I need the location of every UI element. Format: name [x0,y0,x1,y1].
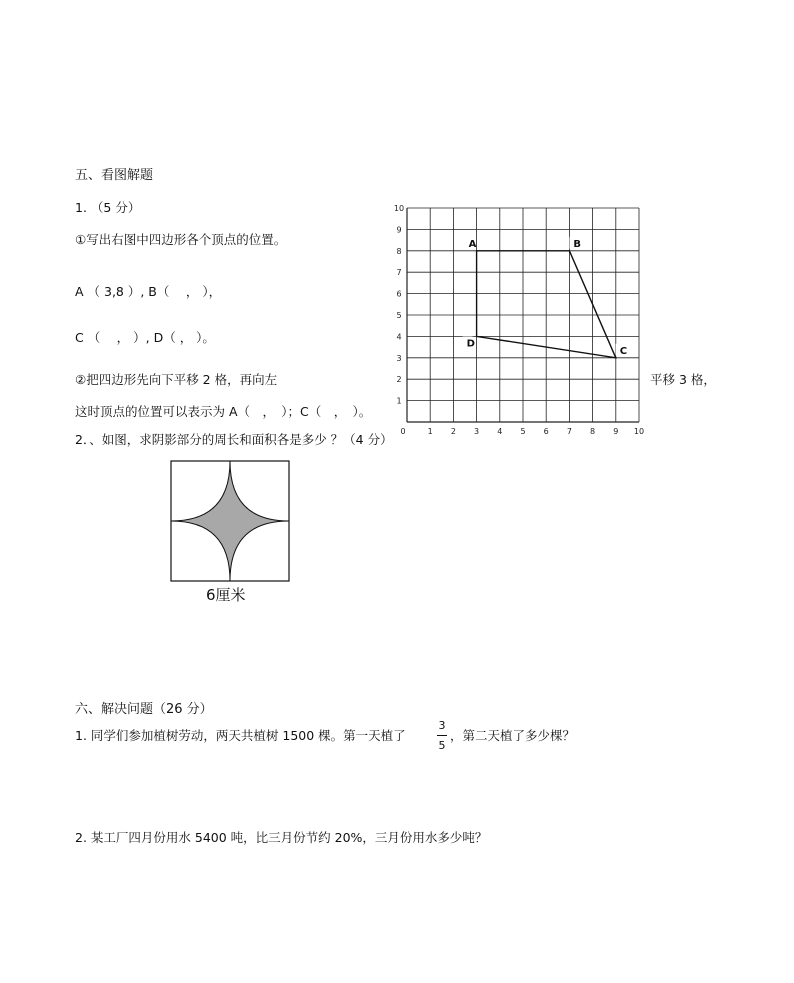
coordinate-grid [380,196,650,440]
y-tick-label: 9 [396,225,402,235]
shaded-star-figure [170,460,292,584]
x-tick-label: 4 [497,427,503,436]
answer-line-ab: A （ 3,8 ）, B（ ， ）， [75,284,222,299]
vertex-label-a: A [468,238,477,250]
question-2-text: 2．、如图，求阴影部分的周长和面积各是多少 ？（4 分） [75,432,393,447]
y-tick-label: 10 [393,204,405,213]
problem-2-text: 2. 某工厂四月份用水 5400 吨，比三月份节约 20%，三月份用水多少吨？ [75,830,488,845]
answer-line-cd: C （ ， ）, D（ ， ）。 [75,330,215,345]
vertex-label-d: D [466,338,475,350]
section-5-title: 五、看图解题 [75,168,154,183]
y-tick-label: 2 [396,375,402,385]
x-tick-label: 9 [613,427,619,436]
x-tick-label: 10 [633,427,645,436]
y-tick-label: 5 [396,311,402,320]
question-1-instruction-2-left: ②把四边形先向下平移 2 格，再向左 [75,372,278,387]
y-tick-label: 1 [396,396,402,406]
question-1-label: 1. （5 分） [75,200,141,215]
y-tick-label: 3 [396,353,402,363]
y-tick-label: 4 [396,332,402,342]
y-tick-label: 8 [396,246,402,256]
x-tick-label: 5 [520,427,526,436]
x-tick-label: 8 [590,427,596,436]
x-tick-label: 2 [450,427,456,436]
problem-1-text-after: ，第二天植了多少棵？ [450,728,576,743]
question-1-answer-line: 这时顶点的位置可以表示为 A（ ， ）；C（ ， ）。 [75,404,372,419]
question-1-instruction-2-right: 平移 3 格， [650,372,716,387]
problem-1-text-before: 1. 同学们参加植树劳动，两天共植树 1500 棵。第一天植了 [75,728,406,743]
fraction-denominator: 5 [438,739,446,752]
x-tick-label: 0 [400,427,406,436]
x-tick-label: 7 [566,427,572,436]
y-tick-label: 6 [396,289,402,299]
fraction-numerator: 3 [438,719,446,732]
vertex-label-c: C [619,345,628,357]
y-tick-label: 7 [396,268,402,278]
vertex-label-b: B [573,238,582,250]
fraction-bar [437,735,447,736]
x-tick-label: 1 [427,427,433,436]
figure-side-label: 6厘米 [206,586,246,604]
question-1-instruction-1: ①写出右图中四边形各个顶点的位置。 [75,232,287,247]
x-tick-label: 6 [543,427,549,436]
x-tick-label: 3 [474,427,480,436]
section-6-title: 六、解决问题（26 分） [75,702,213,717]
